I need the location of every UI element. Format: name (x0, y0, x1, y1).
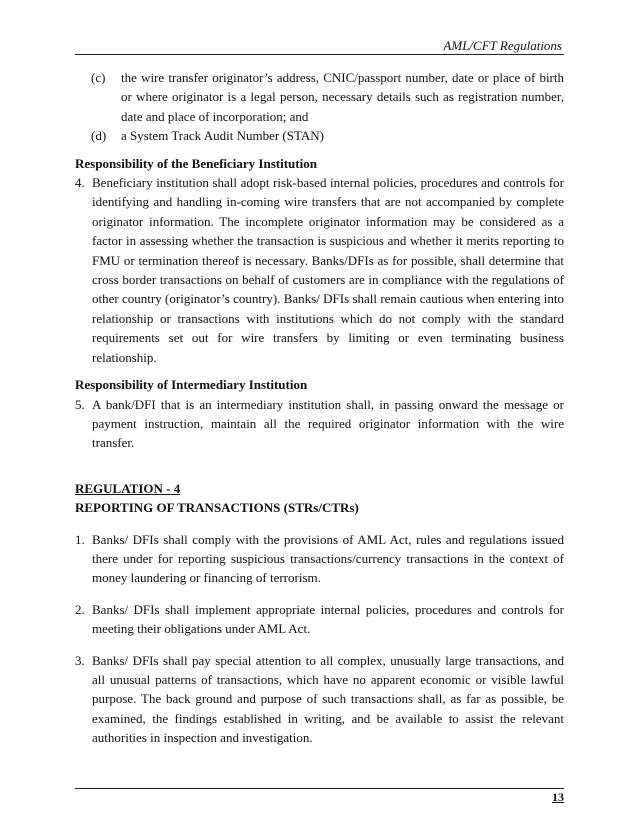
sub-item-text: the wire transfer originator’s address, CNIC/passport number, date or place of birth or where originator is a legal person, necessary details such as registration number, date and place of incorporation; and (121, 70, 564, 124)
regulation-label: REGULATION - 4 (75, 480, 181, 496)
sub-item-label: (d) (91, 128, 107, 144)
footer-divider (75, 788, 564, 789)
page-header (75, 34, 564, 55)
regulation-item-1 (75, 530, 564, 588)
regulation-item-2 (75, 600, 564, 639)
clause-number: 4. (75, 175, 85, 191)
sub-item-d (75, 126, 564, 145)
clause-4 (75, 173, 564, 367)
regulation-title: REPORTING OF TRANSACTIONS (STRs/CTRs) (75, 500, 359, 516)
page-number: 13 (552, 790, 564, 804)
item-number: 3. (75, 652, 85, 668)
sub-item-c (75, 68, 564, 126)
clause-5 (75, 395, 564, 453)
intermediary-heading: Responsibility of Intermediary Institution (75, 377, 308, 393)
header-title: AML/CFT Regulations (443, 38, 562, 53)
beneficiary-heading: Responsibility of the Beneficiary Institution (75, 155, 317, 171)
item-number: 2. (75, 601, 85, 617)
item-text: Banks/ DFIs shall pay special attention to all complex, unusually large transactions, and all unusual patterns of transactions, which have no apparent economic or visible lawful purpose. The back ground and purpose of such transactions shall, as far as possible, be examined, the findings established in writing, and be available to assist the relevant authorities in inspection and investigation. (92, 652, 564, 746)
clause-text: Beneficiary institution shall adopt risk-based internal policies, procedures and controls for identifying and handling in-coming wire transfers that are not accompanied by complete originator information. The incomplete originator information may be considered as a factor in assessing whether the transaction is suspicious and whether it merits reporting to FMU or termination thereof is necessary. Banks/DFIs as for possible, shall determine that cross border transactions on behalf of customers are in compliance with the regulations of other country (originator’s country). Banks/ DFIs shall remain cautious when entering into relationship or transactions with institutions which do not comply with the standard requirements set out for wire transfers by limiting or even terminating business relationship. (92, 175, 564, 365)
item-text: Banks/ DFIs shall implement appropriate internal policies, procedures and controls for meeting their obligations under AML Act. (92, 601, 564, 637)
clause-text: A bank/DFI that is an intermediary institution shall, in passing onward the message or payment instruction, maintain all the required originator information with the wire transfer. (92, 396, 564, 451)
sub-item-label: (c) (91, 70, 106, 85)
page-body (75, 68, 564, 748)
regulation-item-3 (75, 651, 564, 748)
item-text: Banks/ DFIs shall comply with the provisions of AML Act, rules and regulations issued there under for reporting suspicious transactions/currency transactions in the context of money laundering or financing of terrorism. (92, 531, 564, 586)
item-number: 1. (75, 531, 85, 547)
clause-number: 5. (75, 396, 85, 412)
sub-item-text: a System Track Audit Number (STAN) (121, 128, 324, 144)
